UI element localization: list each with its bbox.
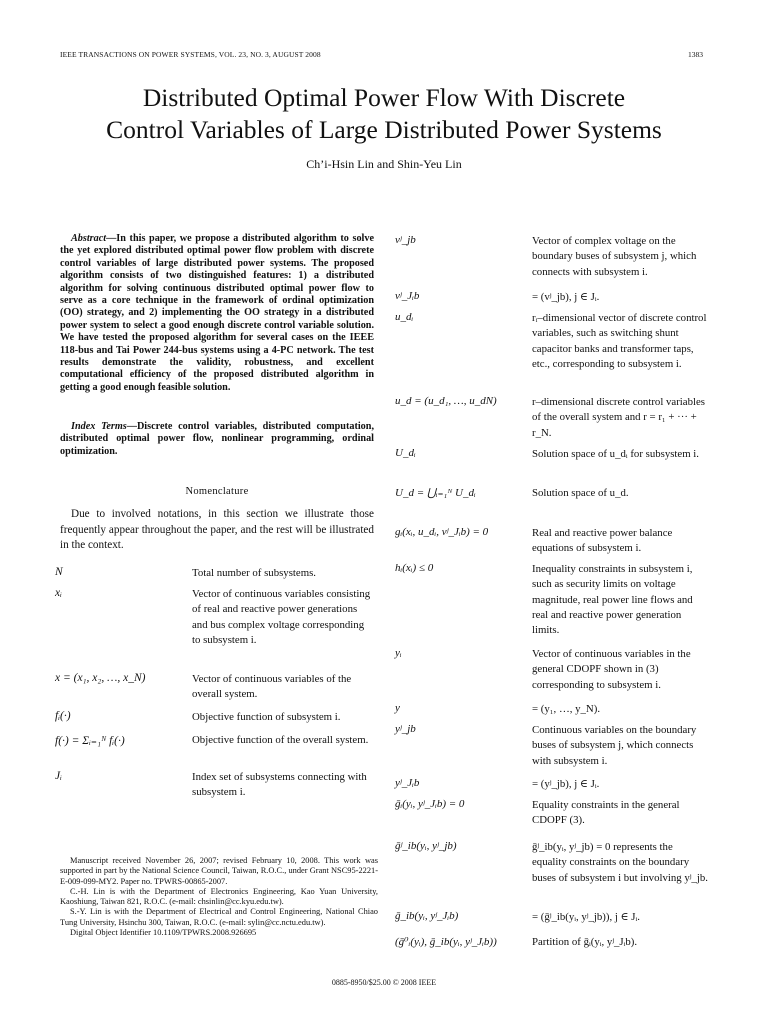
symbol: f(·) = Σᵢ₌₁ᴺ fᵢ(·) — [55, 735, 125, 747]
symbol: y — [395, 702, 400, 714]
symbol: ḡᵢ(yᵢ, yʲ_Jᵢb) = 0 — [395, 798, 465, 810]
symbol: u_dᵢ — [395, 311, 414, 323]
definition: rᵢ–dimensional vector of discrete control variables, such as switching shunt capacitor banks and transformer taps, etc., corresponding to subsystem i. — [532, 312, 707, 370]
definition: = (y₁, …, y_N). — [532, 703, 601, 715]
footnote-doi: Digital Object Identifier 10.1109/TPWRS.2008.926695 — [70, 928, 257, 938]
symbol: U_dᵢ — [395, 447, 416, 459]
definition: ḡʲ_ib(yᵢ, yʲ_jb) = 0 represents the equality constraints on the boundary buses of subsystem i but involving yʲ_jb. — [532, 841, 708, 884]
section-heading-nomenclature: Nomenclature — [185, 486, 249, 497]
symbol: yʲ_jb — [395, 723, 416, 735]
symbol: gᵢ(xᵢ, u_dᵢ, vʲ_Jᵢb) = 0 — [395, 526, 489, 538]
definition: r–dimensional discrete control variables of the overall system and r = r₁ + ··· + r_N. — [532, 396, 705, 439]
symbol: vʲ_jb — [395, 234, 416, 246]
footnote-author-1: C.-H. Lin is with the Department of Electronics Engineering, Kao Yuan University, Kaoshiung, Taiwan 821, R.O.C. (e-mail: chsinlin@cc.kyu.edu.tw). — [60, 886, 378, 907]
abstract-label: Abstract — [71, 233, 107, 244]
symbol: xᵢ — [55, 587, 62, 599]
definition: Solution space of u_dᵢ for subsystem i. — [532, 448, 700, 460]
paper-title — [0, 82, 768, 146]
footnote-manuscript: Manuscript received November 26, 2007; revised February 10, 2008. This work was supported in part by the National Science Council, Taiwan, R.O.C., under Grant NSC95-2221-E-009-099-MY2. Paper no. TPWRS-00865-2007. — [60, 856, 378, 886]
symbol: (ḡ⁰ᵢ(yᵢ), ḡ_ib(yᵢ, yʲ_Jᵢb)) — [395, 936, 497, 948]
definition: Vector of continuous variables of the overall system. — [192, 673, 352, 701]
copyright-footer: 0885-8950/$25.00 © 2008 IEEE — [331, 978, 437, 987]
definition: Real and reactive power balance equations of subsystem i. — [532, 527, 673, 555]
symbol: fᵢ(·) — [55, 710, 71, 722]
definition: = (yʲ_jb), j ∈ Jᵢ. — [532, 778, 600, 790]
index-terms-text: —Discrete control variables, distributed computation, distributed optimal power flow, nonlinear programming, ordinal optimization. — [60, 421, 374, 457]
definition: = (vʲ_jb), j ∈ Jᵢ. — [532, 291, 600, 303]
index-terms-label: Index Terms — [71, 421, 127, 432]
definition: Continuous variables on the boundary buses of subsystem j, which connects with subsystem i. — [532, 724, 697, 767]
definition: Objective function of subsystem i. — [192, 711, 341, 723]
definition: Solution space of u_d. — [532, 487, 629, 499]
definition: Inequality constraints in subsystem i, such as security limits on voltage magnitude, real power line flows and real and reactive power generation limits. — [532, 563, 693, 637]
index-terms — [60, 421, 374, 458]
symbol: vʲ_Jᵢb — [395, 290, 420, 302]
symbol: yʲ_Jᵢb — [395, 777, 420, 789]
definition: Equality constraints in the general CDOPF (3). — [532, 799, 680, 827]
symbol: ḡ_ib(yᵢ, yʲ_Jᵢb) — [395, 910, 459, 922]
definition: Vector of complex voltage on the boundary buses of subsystem j, which connects with subsystem i. — [532, 235, 697, 278]
definition: Vector of continuous variables in the general CDOPF shown in (3) corresponding to subsystem i. — [532, 648, 691, 691]
abstract — [60, 233, 374, 394]
symbol: N — [55, 566, 63, 578]
title-line-1: Distributed Optimal Power Flow With Discrete — [142, 83, 626, 112]
title-line-2: Control Variables of Large Distributed Power Systems — [106, 115, 662, 144]
nomenclature-intro: Due to involved notations, in this section we illustrate those frequently appear throughout the paper, and the rest will be illustrated in the context. — [60, 508, 374, 551]
definition: Objective function of the overall system. — [192, 734, 369, 746]
footnote-author-2: S.-Y. Lin is with the Department of Electrical and Control Engineering, National Chiao Tung University, Hsinchu 300, Taiwan, R.O.C. (e-mail: sylin@cc.nctu.edu.tw). — [60, 907, 378, 927]
symbol: U_d = ⋃ᵢ₌₁ᴺ U_dᵢ — [395, 487, 476, 499]
symbol: ḡʲ_ib(yᵢ, yʲ_jb) — [395, 840, 457, 852]
authors: Ch’i-Hsin Lin and Shin-Yeu Lin — [306, 157, 462, 171]
footnote — [60, 856, 378, 938]
definition: Index set of subsystems connecting with subsystem i. — [192, 771, 367, 799]
symbol: Jᵢ — [55, 770, 62, 782]
symbol: hᵢ(xᵢ) ≤ 0 — [395, 562, 434, 574]
symbol: x = (x₁, x₂, …, x_N) — [55, 672, 146, 684]
symbol: yᵢ — [395, 647, 402, 659]
page-number: 1383 — [688, 50, 703, 59]
definition: Vector of continuous variables consisting of real and reactive power generations and bus complex voltage corresponding to subsystem i. — [192, 588, 371, 646]
abstract-text: —In this paper, we propose a distributed algorithm to solve the yet explored distributed optimal power flow problem with discrete control variables of large distributed power systems. The proposed algorithm consists of two distinguished features: 1) a distributed algorithm for solving continuous distributed optimal power flow to serve as a core technique in the framework of ordinal optimization (OO) strategy, and 2) implementing the OO strategy in a distributed power system to select a good enough discrete control variable solution. We have tested the proposed algorithm for several cases on the IEEE 118-bus and Tai Power 244-bus systems using a 4-PC network. The test results demonstrate the validity, robustness, and excellent computational efficiency of the proposed distributed algorithm in getting a good enough feasible solution. — [60, 233, 374, 393]
definition: Total number of subsystems. — [192, 567, 316, 579]
definition: Partition of ḡᵢ(yᵢ, yʲ_Jᵢb). — [532, 936, 638, 948]
symbol: u_d = (u_d₁, …, u_dN) — [395, 395, 497, 407]
running-header: IEEE TRANSACTIONS ON POWER SYSTEMS, VOL. 23, NO. 3, AUGUST 2008 — [60, 50, 321, 59]
definition: = (ḡʲ_ib(yᵢ, yʲ_jb)), j ∈ Jᵢ. — [532, 911, 640, 923]
